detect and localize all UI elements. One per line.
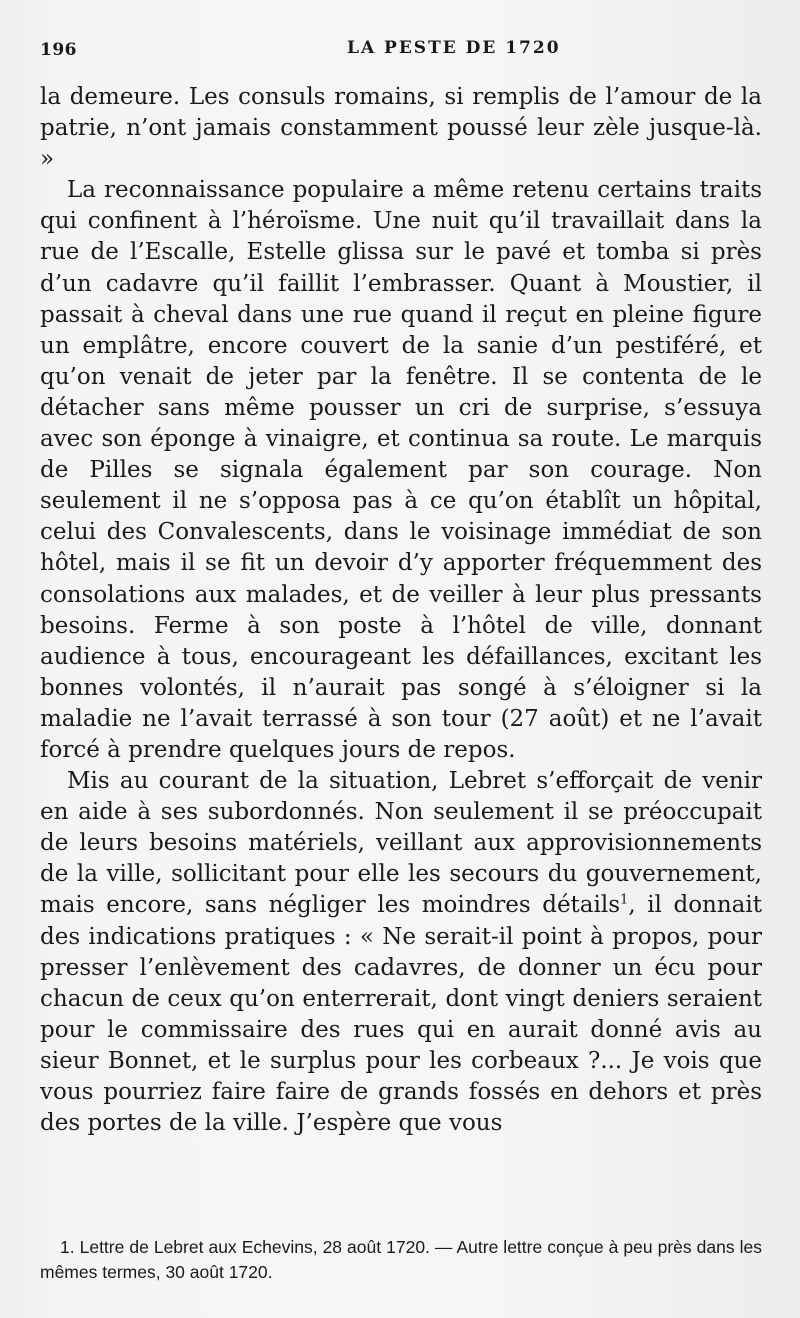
body-text [40, 82, 762, 1139]
footnote-reference[interactable]: 1 [620, 892, 629, 908]
paragraph-text: , il donnait des indications pratiques : « Ne serait-il point à propos, pour presser l’enlèvement des cadavres, de donner un écu pour chacun de ceux qu’on enterrerait, dont vingt deniers seraient pour le commissaire des rues qui en aurait donné avis au sieur Bonnet, et le surplus pour les corbeaux ?... Je vois que vous pourriez faire faire de grands fossés en dehors et près des portes de la ville. J’espère que vous [40, 892, 762, 1137]
running-title: LA PESTE DE 1720 [347, 38, 561, 58]
page-header [40, 30, 762, 66]
paragraph: la demeure. Les consuls romains, si remplis de l’amour de la patrie, n’ont jamais constamment poussé leur zèle jusque-là. » [40, 84, 762, 173]
paragraph: La reconnaissance populaire a même retenu certains traits qui confinent à l’héroïsme. Une nuit qu’il travaillait dans la rue de l’Escalle, Estelle glissa sur le pavé et tomba si près d’un cadavre qu’il faillit l’embrasser. Quant à Moustier, il passait à cheval dans une rue quand il reçut en pleine figure un emplâtre, encore couvert de la sanie d’un pestiféré, et qu’on venait de jeter par la fenêtre. Il se contenta de le détacher sans même pousser un cri de surprise, s’essuya avec son éponge à vinaigre, et continua sa route. Le marquis de Pilles se signala également par son courage. Non seulement il ne s’opposa pas à ce qu’on établît un hôpital, celui des Convalescents, dans le voisinage immédiat de son hôtel, mais il se fit un devoir d’y apporter fréquemment des consolations aux malades, et de veiller à leur plus pressants besoins. Ferme à son poste à l’hôtel de ville, donnant audience à tous, encourageant les défaillances, excitant les bonnes volontés, il n’aurait pas songé à s’éloigner si la maladie ne l’avait terrassé à son tour (27 août) et ne l’avait forcé à prendre quelques jours de repos. [40, 177, 762, 763]
paragraph-text: Mis au courant de la situation, Lebret s’efforçait de venir en aide à ses subordonnés. Non seulement il se préoccupait de leurs besoins matériels, veillant aux approvisionnements de la ville, sollicitant pour elle les secours du gouvernement, mais encore, sans négliger les moindres détails [40, 768, 762, 919]
footnote [40, 1235, 762, 1285]
paragraph [40, 766, 762, 1139]
footnote-text: 1. Lettre de Lebret aux Echevins, 28 août 1720. — Autre lettre conçue à peu près dans les mêmes termes, 30 août 1720. [40, 1237, 762, 1282]
page-number: 196 [40, 40, 77, 60]
